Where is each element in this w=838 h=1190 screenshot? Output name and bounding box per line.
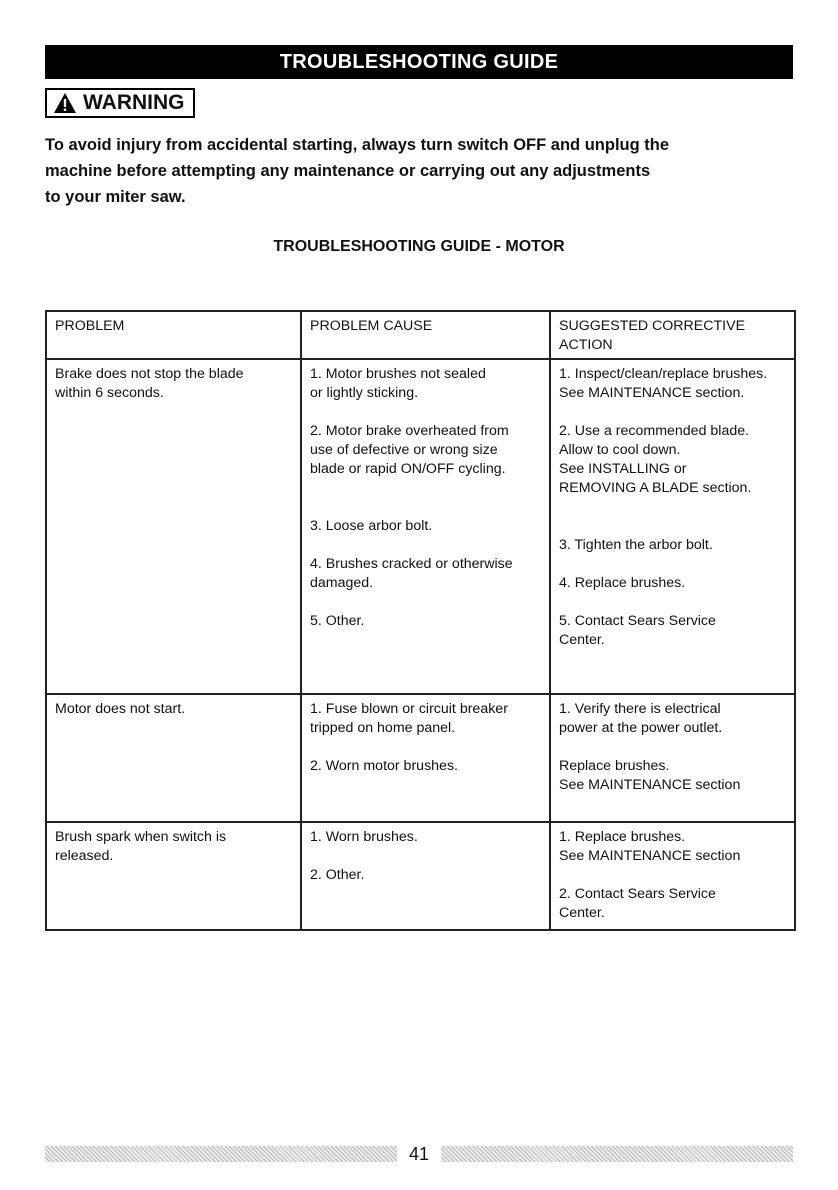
cause-line: 1. Fuse blown or circuit breaker [310,701,508,717]
problem-cell [46,359,301,694]
action-item [559,828,790,866]
action-item [559,574,790,593]
action-line: 1. Verify there is electrical [559,701,721,717]
cause-item [310,866,545,885]
cause-line: 2. Worn motor brushes. [310,758,458,774]
action-line: power at the power outlet. [559,720,723,736]
action-item [559,885,790,923]
cause-line: 3. Loose arbor bolt. [310,518,433,534]
table-row [46,822,795,930]
cause-item [310,365,545,403]
cause-cell [301,822,550,930]
cause-line: 1. Worn brushes. [310,829,418,845]
action-line: See MAINTENANCE section [559,848,741,864]
action-line: 5. Contact Sears Service [559,613,716,629]
cause-item [310,555,545,593]
action-line: 2. Contact Sears Service [559,886,716,902]
problem-line: Brake does not stop the blade [55,366,244,382]
warning-line: machine before attempting any maintenance or carrying out any adjustments [45,162,651,180]
footer-pattern-left [45,1146,397,1162]
header-problem-cause: PROBLEM CAUSE [301,311,550,359]
problem-line: Brush spark when switch is [55,829,227,845]
action-line: 3. Tighten the arbor bolt. [559,537,713,553]
action-item [559,536,790,555]
cause-cell [301,694,550,822]
action-item [559,757,790,795]
section-heading: TROUBLESHOOTING GUIDE - MOTOR [273,238,565,255]
action-line: See MAINTENANCE section. [559,385,745,401]
warning-label [45,88,195,118]
problem-line: within 6 seconds. [55,385,164,401]
cause-line: blade or rapid ON/OFF cycling. [310,461,506,477]
cause-item [310,757,545,776]
warning-triangle-icon [53,92,77,114]
cause-line: 1. Motor brushes not sealed [310,366,486,382]
problem-line: released. [55,848,114,864]
action-item [559,700,790,738]
action-line: Allow to cool down. [559,442,681,458]
cause-line: or lightly sticking. [310,385,419,401]
action-line: 2. Use a recommended blade. [559,423,750,439]
cause-cell [301,359,550,694]
page-title: TROUBLESHOOTING GUIDE [45,45,793,79]
problem-line: Motor does not start. [55,701,186,717]
cause-item [310,517,545,536]
action-line: REMOVING A BLADE section. [559,480,752,496]
cause-line: 5. Other. [310,613,365,629]
cause-item [310,422,545,479]
action-cell [550,359,795,694]
cause-item [310,700,545,738]
cause-line: use of defective or wrong size [310,442,498,458]
action-item [559,422,790,498]
cause-line: 4. Brushes cracked or otherwise [310,556,513,572]
footer-pattern-right [441,1146,793,1162]
action-item [559,365,790,403]
cause-line: 2. Other. [310,867,365,883]
warning-message [45,132,805,210]
action-line: 1. Replace brushes. [559,829,686,845]
cause-line: 2. Motor brake overheated from [310,423,509,439]
warning-line: to your miter saw. [45,188,186,206]
problem-cell [46,822,301,930]
problem-cell [46,694,301,822]
action-line: Center. [559,632,605,648]
action-cell [550,822,795,930]
warning-line: To avoid injury from accidental starting, always turn switch OFF and unplug the [45,136,670,154]
action-item [559,612,790,650]
warning-label-text: WARNING [83,91,185,114]
action-line: Replace brushes. [559,758,670,774]
cause-line: damaged. [310,575,374,591]
cause-item [310,828,545,847]
action-line: Center. [559,905,605,921]
page-number: 41 [408,1144,430,1164]
cause-item [310,612,545,631]
action-cell [550,694,795,822]
table-row [46,359,795,694]
table-header-row [46,311,795,359]
header-corrective-action: SUGGESTED CORRECTIVE ACTION [550,311,795,359]
troubleshooting-table [45,310,796,931]
table-row [46,694,795,822]
action-line: 4. Replace brushes. [559,575,686,591]
action-line: See INSTALLING or [559,461,687,477]
page-footer [45,1143,793,1165]
header-problem: PROBLEM [46,311,301,359]
action-line: See MAINTENANCE section [559,777,741,793]
cause-line: tripped on home panel. [310,720,456,736]
action-line: 1. Inspect/clean/replace brushes. [559,366,768,382]
